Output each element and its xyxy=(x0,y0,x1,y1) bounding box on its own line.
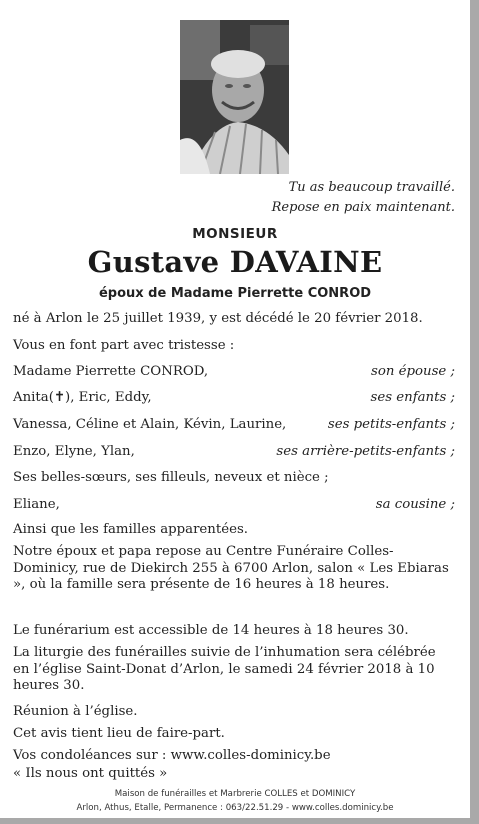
family-member: Vanessa, Céline et Alain, Kévin, Laurine, xyxy=(13,417,287,432)
footer-company: Maison de funérailles et Marbrerie COLLES et DOMINICY xyxy=(114,789,356,799)
family-member: Anita(✝), Eric, Eddy, xyxy=(13,390,152,405)
paragraph-notice: Cet avis tient lieu de faire-part. xyxy=(13,726,225,741)
portrait-photo xyxy=(180,20,289,174)
family-relation: ses enfants ; xyxy=(370,390,455,405)
family-relation: son épouse ; xyxy=(371,364,455,379)
quote-line-2: Repose en paix maintenant. xyxy=(271,200,455,215)
family-member: Madame Pierrette CONROD, xyxy=(13,364,209,379)
announcement-line: Vous en font part avec tristesse : xyxy=(13,338,235,353)
honorific: MONSIEUR xyxy=(192,226,278,242)
family-relation: ses petits-enfants ; xyxy=(327,417,455,432)
family-member: Ses belles-sœurs, ses filleuls, neveux et nièce ; xyxy=(13,470,329,485)
paragraph-relatives: Ainsi que les familles apparentées. xyxy=(13,522,249,537)
family-relation: ses arrière-petits-enfants ; xyxy=(276,444,455,459)
family-member: Eliane, xyxy=(13,497,60,512)
family-relation: sa cousine ; xyxy=(375,497,455,512)
paragraph-condolences: Vos condoléances sur : www.colles-dominicy.be xyxy=(13,748,331,763)
spouse-line: époux de Madame Pierrette CONROD xyxy=(98,286,372,301)
paragraph-funeral-home: Notre époux et papa repose au Centre Funéraire Colles-Dominicy, rue de Diekirch 255 à 6700 Arlon, salon « Les Ebiaras », où la famille sera présente de 16 heures à 18 heures. xyxy=(13,544,449,592)
paragraph-hours: Le funérarium est accessible de 14 heures à 18 heures 30. xyxy=(13,623,409,638)
paragraph-liturgy: La liturgie des funérailles suivie de l’inhumation sera célébrée en l’église Saint-Donat d’Arlon, le samedi 24 février 2018 à 10 heures 30. xyxy=(13,645,436,693)
footer-contact: Arlon, Athus, Etalle, Permanence : 063/22.51.29 - www.colles.dominicy.be xyxy=(76,803,394,813)
quote-line-1: Tu as beaucoup travaillé. xyxy=(288,180,455,195)
family-member: Enzo, Elyne, Ylan, xyxy=(13,444,135,459)
paragraph-meeting: Réunion à l’église. xyxy=(13,704,138,719)
deceased-name: Gustave DAVAINE xyxy=(87,245,383,279)
birth-death-line: né à Arlon le 25 juillet 1939, y est décédé le 20 février 2018. xyxy=(13,311,423,326)
paragraph-section: « Ils nous ont quittés » xyxy=(13,766,168,781)
